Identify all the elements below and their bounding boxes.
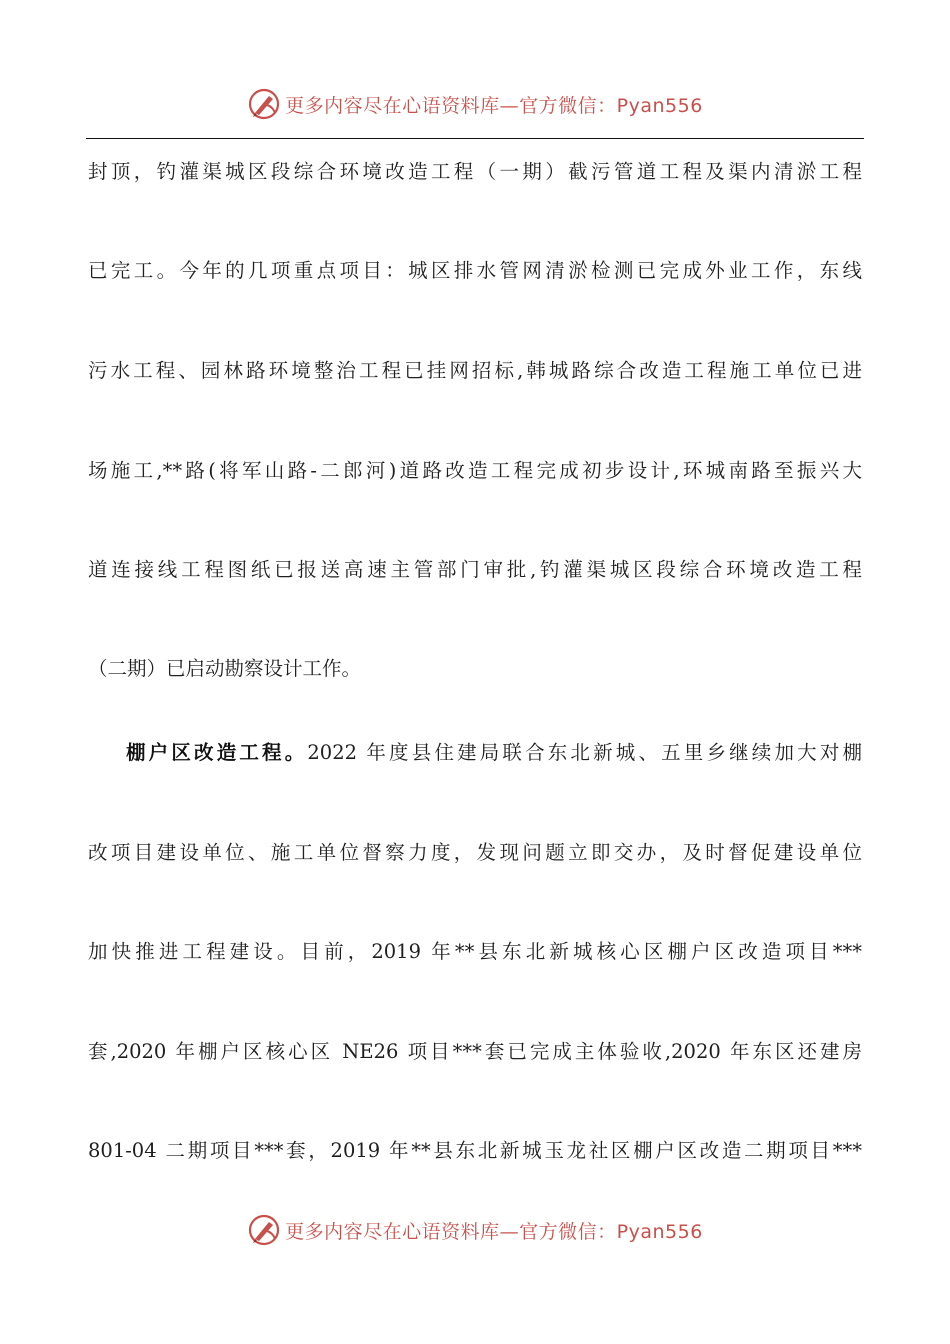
footer-banner	[0, 1210, 950, 1250]
section-heading: 棚户区改造工程。	[126, 741, 308, 764]
body-line-5: 道连接线工程图纸已报送高速主管部门审批,钓灌渠城区段综合环境改造工程	[88, 558, 862, 581]
body-line-1: 封顶，钓灌渠城区段综合环境改造工程（一期）截污管道工程及渠内清淤工程	[88, 160, 862, 183]
banner-caption	[285, 1217, 703, 1244]
banner-wechat-id: Pyan556	[616, 1220, 703, 1243]
section-line-4: 801-04 二期项目***套，2019 年**县东北新城玉龙社区棚户区改造二期项目***	[88, 1139, 862, 1162]
banner-wechat-id: Pyan556	[616, 94, 703, 117]
body-line-3: 污水工程、园林路环境整治工程已挂网招标,韩城路综合改造工程施工单位已进	[88, 359, 862, 382]
section-first-line-text: 2022 年度县住建局联合东北新城、五里乡继续加大对棚	[307, 741, 862, 764]
section-first-line	[126, 733, 862, 773]
banner-caption	[285, 91, 703, 118]
body-line-2: 已完工。今年的几项重点项目：城区排水管网清淤检测已完成外业工作，东线	[88, 259, 862, 282]
body-line-6: （二期）已启动勘察设计工作。	[88, 657, 362, 680]
section-line-2: 加快推进工程建设。目前，2019 年**县东北新城核心区棚户区改造项目***	[88, 940, 862, 963]
pen-logo-icon	[247, 87, 281, 121]
banner-text: 更多内容尽在心语资料库—官方微信：	[285, 94, 617, 117]
pen-logo-icon	[247, 1213, 281, 1247]
section-line-1: 改项目建设单位、施工单位督察力度，发现问题立即交办，及时督促建设单位	[88, 841, 862, 864]
section-line-3: 套,2020 年棚户区核心区 NE26 项目***套已完成主体验收,2020 年东区还建房	[88, 1040, 862, 1063]
banner-text: 更多内容尽在心语资料库—官方微信：	[285, 1220, 617, 1243]
body-line-4: 场施工,**路(将军山路-二郎河)道路改造工程完成初步设计,环城南路至振兴大	[88, 459, 862, 482]
header-banner	[0, 84, 950, 124]
header-divider	[86, 138, 864, 139]
